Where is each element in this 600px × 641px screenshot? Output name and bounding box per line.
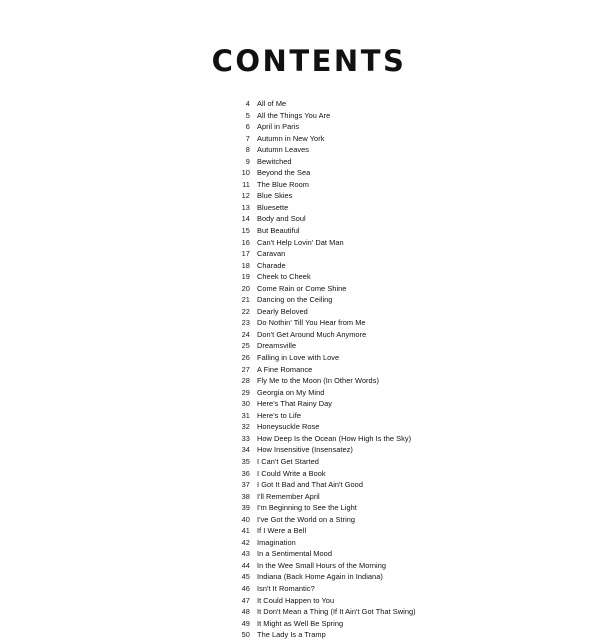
toc-entry (226, 329, 600, 341)
toc-entry-title: Autumn Leaves (257, 145, 310, 155)
toc-entry-page-number: 32 (241, 422, 250, 432)
toc-entry-title: It Might as Well Be Spring (257, 618, 344, 628)
toc-entry-page-number: 44 (241, 560, 250, 570)
toc-entry-title: April in Paris (257, 122, 300, 132)
toc-entry-title: Can't Help Lovin' Dat Man (257, 237, 344, 247)
toc-entry-page-number: 6 (245, 122, 250, 132)
toc-entry-title: Dancing on the Ceiling (257, 295, 333, 305)
toc-entry (226, 352, 600, 364)
toc-entry-title: Body and Soul (257, 214, 306, 224)
toc-entry-title: Charade (257, 260, 286, 270)
toc-entry-page-number: 5 (245, 110, 250, 120)
toc-entry-page-number: 28 (241, 376, 250, 386)
toc-entry-title: In a Sentimental Mood (257, 549, 332, 559)
toc-entry-page-number: 11 (242, 179, 250, 189)
toc-entry (226, 167, 600, 179)
toc-entry (226, 306, 600, 318)
toc-entry (226, 571, 600, 583)
toc-entry-title: Come Rain or Come Shine (257, 283, 347, 293)
toc-entry-page-number: 21 (241, 295, 250, 305)
toc-entry-title: Indiana (Back Home Again in Indiana) (257, 572, 383, 582)
toc-entry-page-number: 34 (241, 445, 250, 455)
toc-entry (226, 294, 600, 306)
toc-entry-page-number: 25 (241, 341, 250, 351)
toc-entry-page-number: 10 (241, 168, 250, 178)
toc-entry-page-number: 31 (241, 410, 250, 420)
toc-entry (226, 248, 600, 260)
toc-entry-title: I Could Write a Book (257, 468, 326, 478)
toc-entry-title: It Could Happen to You (257, 595, 335, 605)
toc-entry (226, 340, 600, 352)
toc-entry-page-number: 7 (245, 133, 250, 143)
toc-entry (226, 629, 600, 641)
toc-entry-page-number: 41 (241, 526, 250, 536)
toc-entry-page-number: 29 (241, 387, 250, 397)
toc-entry-title: Caravan (257, 249, 286, 259)
toc-entry (226, 156, 600, 168)
toc-entry-title: Don't Get Around Much Anymore (257, 329, 367, 339)
toc-entry-title: If I Were a Bell (257, 526, 307, 536)
toc-entry (226, 190, 600, 202)
toc-entry-page-number: 16 (241, 237, 250, 247)
toc-entry (226, 317, 600, 329)
toc-entry-page-number: 30 (241, 399, 250, 409)
toc-entry-title: It Don't Mean a Thing (If It Ain't Got That Swing) (257, 607, 416, 617)
toc-entry-page-number: 43 (241, 549, 250, 559)
toc-entry (226, 121, 600, 133)
toc-entry-title: A Fine Romance (257, 364, 313, 374)
toc-entry-title: But Beautiful (257, 226, 300, 236)
toc-entry-page-number: 19 (241, 272, 250, 282)
toc-entry-title: Georgia on My Mind (257, 387, 325, 397)
toc-entry (226, 260, 600, 272)
toc-entry-title: Cheek to Cheek (257, 272, 311, 282)
toc-entry-page-number: 42 (241, 537, 250, 547)
toc-entry-page-number: 38 (241, 491, 250, 501)
toc-entry-title: I Got It Bad and That Ain't Good (257, 480, 363, 490)
toc-entry-title: In the Wee Small Hours of the Morning (257, 560, 387, 570)
toc-entry-page-number: 40 (241, 514, 250, 524)
toc-entry-title: Autumn in New York (257, 133, 325, 143)
toc-entry-title: Blue Skies (257, 191, 293, 201)
toc-entry (226, 502, 600, 514)
toc-entry (226, 468, 600, 480)
toc-entry (226, 271, 600, 283)
toc-entry-title: Isn't It Romantic? (257, 583, 315, 593)
toc-entry (226, 213, 600, 225)
toc-entry-page-number: 14 (241, 214, 250, 224)
toc-entry (226, 202, 600, 214)
toc-entry-title: I Can't Get Started (257, 456, 319, 466)
toc-entry-title: The Blue Room (257, 179, 309, 189)
page-title: CONTENTS (211, 44, 407, 78)
toc-entry-page-number: 18 (241, 260, 250, 270)
toc-entry (226, 491, 600, 503)
toc-entry-page-number: 27 (241, 364, 250, 374)
toc-entry-title: Honeysuckle Rose (257, 422, 320, 432)
toc-entry-title: Falling in Love with Love (257, 353, 340, 363)
toc-entry-page-number: 35 (241, 456, 250, 466)
toc-entry-page-number: 47 (241, 595, 250, 605)
toc-entry-title: Imagination (257, 537, 296, 547)
toc-entry-title: Fly Me to the Moon (In Other Words) (257, 376, 379, 386)
toc-entry-title: I've Got the World on a String (257, 514, 356, 524)
toc-entry (226, 364, 600, 376)
toc-entry (226, 179, 600, 191)
toc-entry-page-number: 23 (241, 318, 250, 328)
toc-entry (226, 375, 600, 387)
toc-entry (226, 514, 600, 526)
toc-entry-title: The Lady Is a Tramp (257, 630, 326, 640)
toc-entry-page-number: 26 (241, 353, 250, 363)
toc-entry-page-number: 36 (241, 468, 250, 478)
toc-entry-title: All the Things You Are (257, 110, 331, 120)
toc-entry (226, 421, 600, 433)
toc-entry-page-number: 39 (241, 503, 250, 513)
toc-entry-page-number: 22 (241, 306, 250, 316)
toc-entry (226, 98, 600, 110)
toc-entry (226, 479, 600, 491)
toc-entry (226, 548, 600, 560)
toc-entry-page-number: 4 (245, 99, 250, 108)
toc-entry-title: How Insensitive (Insensatez) (257, 445, 353, 455)
toc-entry-page-number: 49 (241, 618, 250, 628)
toc-entry-page-number: 20 (241, 283, 250, 293)
toc-entry-title: Beyond the Sea (257, 168, 311, 178)
toc-entry (226, 560, 600, 572)
toc-entry-title: I'm Beginning to See the Light (257, 503, 357, 513)
toc-entry-title: Here's That Rainy Day (257, 399, 333, 409)
toc-entry (226, 618, 600, 630)
toc-entry (226, 444, 600, 456)
toc-entry-page-number: 15 (241, 226, 250, 236)
toc-entry (226, 144, 600, 156)
toc-entry-title: How Deep Is the Ocean (How High Is the Sky) (257, 433, 412, 443)
toc-entry-page-number: 9 (245, 156, 250, 166)
toc-entry (226, 110, 600, 122)
toc-entry-page-number: 50 (241, 630, 250, 640)
toc-entry-page-number: 12 (241, 191, 250, 201)
toc-entry (226, 433, 600, 445)
table-of-contents-list (0, 98, 600, 641)
toc-entry-page-number: 45 (241, 572, 250, 582)
toc-entry (226, 398, 600, 410)
toc-entry-title: Here's to Life (257, 410, 302, 420)
toc-entry-page-number: 33 (241, 433, 250, 443)
toc-entry (226, 583, 600, 595)
toc-entry (226, 456, 600, 468)
toc-entry (226, 237, 600, 249)
toc-entry (226, 606, 600, 618)
toc-entry-title: I'll Remember April (257, 491, 320, 501)
toc-entry-page-number: 46 (241, 583, 250, 593)
toc-entry (226, 387, 600, 399)
toc-entry-title: Dearly Beloved (257, 306, 308, 316)
toc-entry-title: Do Nothin' Till You Hear from Me (257, 318, 366, 328)
toc-entry-title: Bluesette (257, 202, 289, 212)
toc-entry-page-number: 37 (241, 480, 250, 490)
toc-entry (226, 410, 600, 422)
toc-entry (226, 525, 600, 537)
toc-entry (226, 595, 600, 607)
toc-entry-page-number: 24 (241, 329, 250, 339)
toc-entry-title: Bewitched (257, 156, 292, 166)
toc-entry (226, 133, 600, 145)
toc-entry-title: Dreamsville (257, 341, 297, 351)
toc-entry-page-number: 13 (241, 202, 250, 212)
toc-entry-page-number: 48 (241, 607, 250, 617)
toc-entry-page-number: 17 (241, 249, 250, 259)
toc-entry-title: All of Me (257, 99, 287, 108)
toc-entry-page-number: 8 (245, 145, 250, 155)
toc-entry (226, 283, 600, 295)
toc-entry (226, 225, 600, 237)
toc-entry (226, 537, 600, 549)
